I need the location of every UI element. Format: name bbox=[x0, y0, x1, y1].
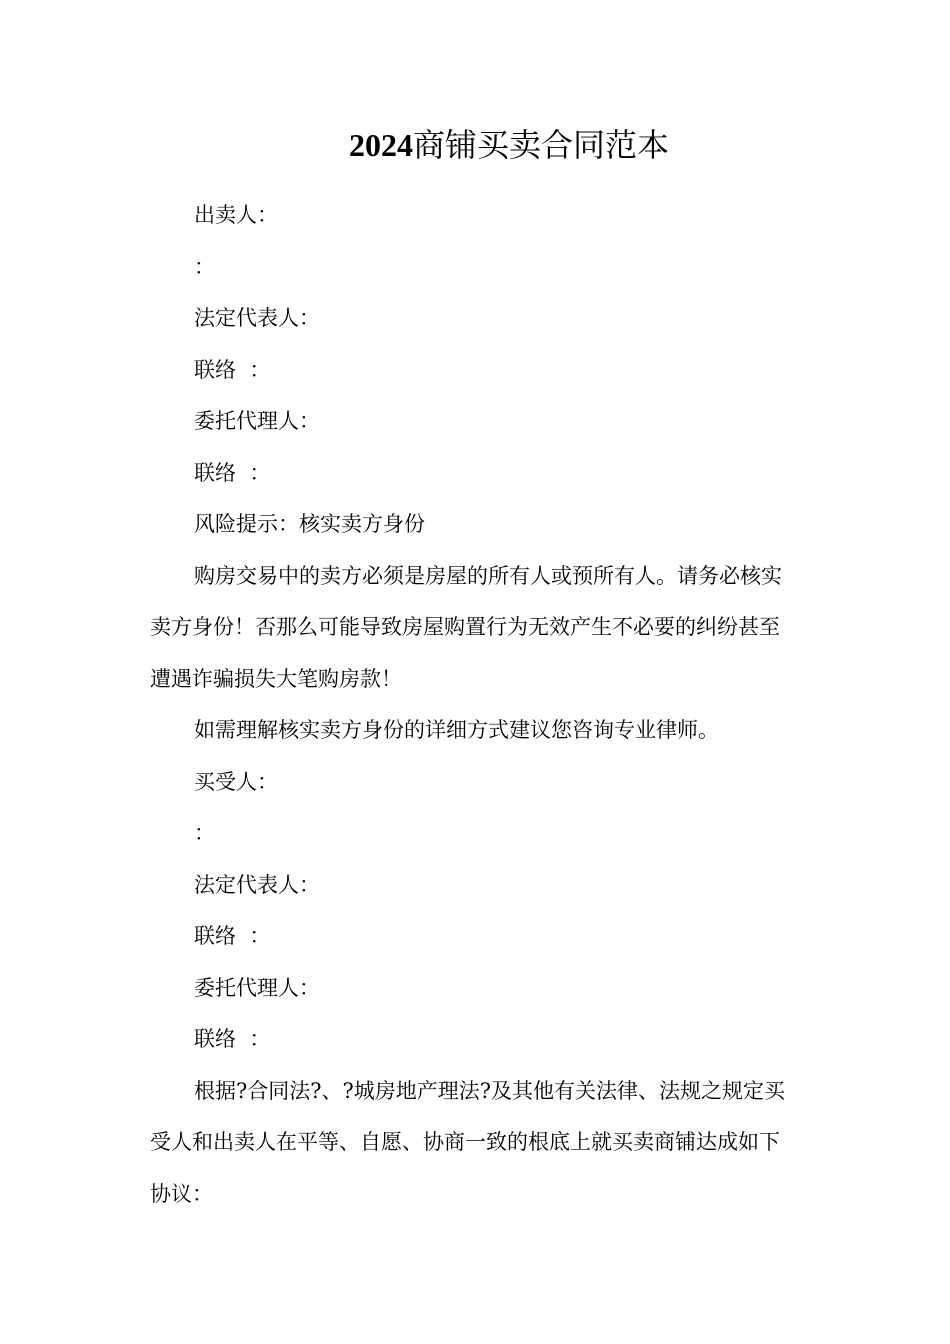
buyer-agent-contact: 联络 ： bbox=[194, 1027, 271, 1051]
buyer-agent: 委托代理人： bbox=[194, 975, 320, 1000]
seller-legal-representative: 法定代表人： bbox=[194, 306, 320, 330]
seller-contact: 联络 ： bbox=[194, 357, 271, 382]
lawyer-advice-paragraph: 如需理解核实卖方身份的详细方式建议您咨询专业律师。 bbox=[194, 718, 719, 742]
title-text: 商铺买卖合同范本 bbox=[412, 126, 669, 164]
seller-agent: 委托代理人： bbox=[194, 409, 320, 433]
document-body bbox=[150, 190, 800, 1220]
risk-warning-heading: 风险提示：核实卖方身份 bbox=[194, 512, 425, 536]
agreement-preamble: 根据?合同法?、?城房地产理法?及其他有关法律、法规之规定买受人和出卖人在平等、自愿、协商一致的根底上就买卖商铺达成如下协议： bbox=[150, 1078, 786, 1206]
buyer-legal-representative: 法定代表人： bbox=[194, 872, 320, 897]
risk-warning-paragraph: 购房交易中的卖方必须是房屋的所有人或预所有人。请务必核实卖方身份！否那么可能导致房屋购置行为无效产生不必要的纠纷甚至遭遇诈骗损失大笔购房款！ bbox=[150, 563, 782, 691]
seller-colon-line: ： bbox=[194, 254, 215, 279]
buyer-label: 买受人： bbox=[194, 769, 278, 794]
document-title bbox=[0, 120, 950, 170]
buyer-contact: 联络 ： bbox=[194, 924, 271, 948]
title-year: 2024 bbox=[348, 127, 413, 163]
buyer-colon-line: ： bbox=[194, 821, 215, 845]
seller-label: 出卖人： bbox=[194, 203, 278, 227]
seller-agent-contact: 联络 ： bbox=[194, 460, 271, 485]
